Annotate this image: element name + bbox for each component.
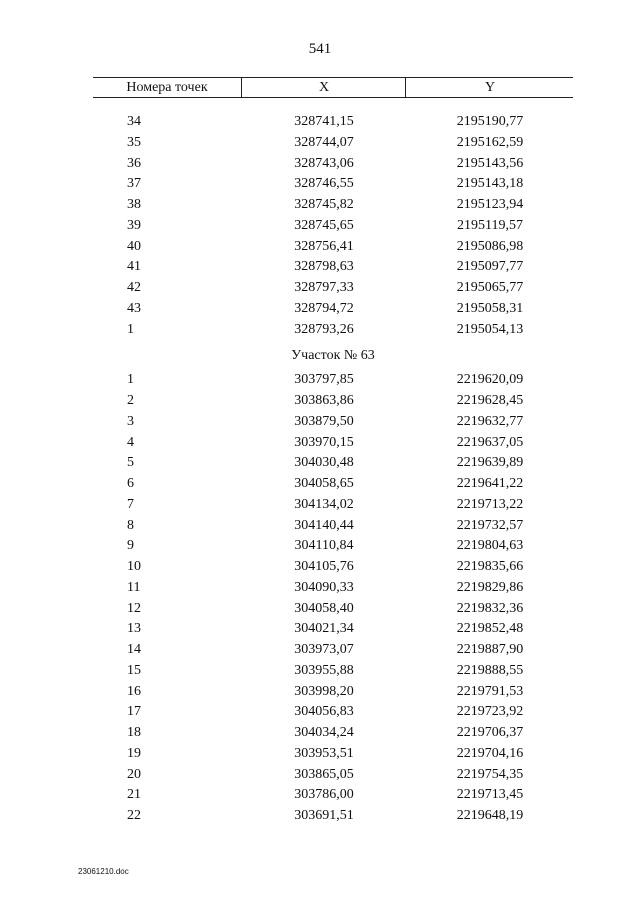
x-value: 328745,82 (294, 197, 354, 212)
x-value: 304034,24 (294, 725, 354, 740)
x-value: 303786,00 (294, 787, 354, 803)
header-y: Y (405, 78, 574, 97)
x-value: 328798,63 (294, 259, 354, 275)
table-row (93, 433, 573, 454)
table-row (93, 216, 573, 237)
y-value: 2219832,36 (456, 600, 524, 616)
y-value: 2219804,63 (456, 538, 524, 554)
y-value: 2195143,56 (456, 155, 524, 171)
x-value: 303863,86 (294, 393, 354, 408)
table-row (93, 661, 573, 682)
y-value: 2219713,45 (456, 787, 524, 803)
point-number: 17 (127, 704, 141, 720)
table-row (93, 112, 573, 133)
y-value: 2219791,53 (456, 683, 524, 699)
table-row (93, 744, 573, 765)
x-value: 328743,06 (294, 155, 354, 171)
point-number: 12 (127, 600, 141, 616)
y-value: 2219641,22 (456, 476, 524, 491)
point-number: 6 (127, 476, 134, 491)
point-number: 34 (127, 114, 141, 129)
point-number: 19 (127, 745, 141, 761)
y-value: 2195058,31 (456, 300, 524, 316)
table-row (93, 320, 573, 341)
point-number: 13 (127, 621, 141, 637)
point-number: 1 (127, 321, 134, 337)
point-number: 7 (127, 496, 134, 512)
y-value: 2219713,22 (456, 496, 524, 512)
table-row (93, 412, 573, 433)
x-value: 304021,34 (294, 621, 354, 637)
table-row (93, 453, 573, 474)
point-number: 11 (127, 579, 141, 595)
table-row (93, 495, 573, 516)
table-row (93, 578, 573, 599)
table-row (93, 785, 573, 806)
table-row (93, 619, 573, 640)
x-value: 304030,48 (294, 455, 354, 471)
x-value: 303998,20 (294, 683, 354, 699)
table-row (93, 278, 573, 299)
y-value: 2219628,45 (456, 393, 524, 408)
point-number: 41 (127, 259, 141, 275)
y-value: 2195054,13 (456, 321, 524, 337)
point-number: 10 (127, 559, 141, 574)
point-number: 8 (127, 517, 134, 533)
table-header (93, 77, 573, 98)
y-value: 2219754,35 (456, 766, 524, 782)
y-value: 2219637,05 (456, 434, 524, 450)
y-value: 2219723,92 (456, 704, 524, 720)
table-row (93, 702, 573, 723)
x-value: 328794,72 (294, 300, 354, 316)
point-number: 38 (127, 197, 141, 212)
y-value: 2195065,77 (456, 280, 524, 295)
x-value: 304140,44 (294, 517, 354, 533)
x-value: 303973,07 (294, 642, 354, 657)
table-row (93, 806, 573, 827)
y-value: 2219835,66 (456, 559, 524, 574)
point-number: 21 (127, 787, 141, 803)
x-value: 328793,26 (294, 321, 354, 337)
table-row (93, 299, 573, 320)
x-value: 328756,41 (294, 238, 354, 254)
point-number: 5 (127, 455, 134, 471)
page-number: 541 (308, 41, 332, 57)
x-value: 304056,83 (294, 704, 354, 720)
y-value: 2219829,86 (456, 579, 524, 595)
point-number: 16 (127, 683, 141, 699)
x-value: 303970,15 (294, 434, 354, 450)
y-value: 2195086,98 (456, 238, 524, 254)
x-value: 328797,33 (294, 280, 354, 295)
table-row (93, 370, 573, 391)
y-value: 2195162,59 (456, 134, 524, 150)
x-value: 304090,33 (294, 579, 354, 595)
table-row (93, 474, 573, 495)
y-value: 2219632,77 (456, 413, 524, 429)
point-number: 15 (127, 662, 141, 678)
y-value: 2195190,77 (456, 114, 524, 129)
point-number: 40 (127, 238, 141, 254)
table-row (93, 765, 573, 786)
x-value: 304058,40 (294, 600, 354, 616)
y-value: 2195123,94 (456, 197, 524, 212)
table-row (93, 682, 573, 703)
y-value: 2219620,09 (456, 372, 524, 388)
point-number: 4 (127, 434, 134, 450)
point-number: 43 (127, 300, 141, 316)
table-row (93, 174, 573, 195)
table-row (93, 391, 573, 412)
y-value: 2195097,77 (456, 259, 524, 275)
y-value: 2219704,16 (456, 745, 524, 761)
x-value: 328741,15 (294, 114, 354, 129)
y-value: 2219888,55 (456, 662, 524, 678)
y-value: 2219887,90 (456, 642, 524, 657)
x-value: 328745,65 (294, 217, 354, 233)
header-x: X (241, 78, 406, 97)
point-number: 42 (127, 280, 141, 295)
document-code: 23061210.doc (78, 867, 129, 876)
table-row (93, 133, 573, 154)
x-value: 303953,51 (294, 745, 354, 761)
point-number: 36 (127, 155, 141, 171)
y-value: 2195143,18 (456, 176, 524, 192)
table-row (93, 154, 573, 175)
x-value: 303691,51 (294, 808, 354, 823)
x-value: 304105,76 (294, 559, 354, 574)
table-row (93, 195, 573, 216)
point-number: 2 (127, 393, 134, 408)
table-row (93, 723, 573, 744)
point-number: 18 (127, 725, 141, 740)
table-row (93, 257, 573, 278)
table-row (93, 640, 573, 661)
point-number: 20 (127, 766, 141, 782)
table-row (93, 536, 573, 557)
x-value: 303797,85 (294, 372, 354, 388)
y-value: 2219639,89 (456, 455, 524, 471)
y-value: 2219706,37 (456, 725, 524, 740)
point-number: 1 (127, 372, 134, 388)
x-value: 304058,65 (294, 476, 354, 491)
point-number: 35 (127, 134, 141, 150)
x-value: 303879,50 (294, 413, 354, 429)
y-value: 2219852,48 (456, 621, 524, 637)
x-value: 328744,07 (294, 134, 354, 150)
point-number: 22 (127, 808, 141, 823)
point-number: 3 (127, 413, 134, 429)
y-value: 2195119,57 (457, 217, 523, 233)
x-value: 303955,88 (294, 662, 354, 678)
x-value: 304134,02 (294, 496, 354, 512)
point-number: 14 (127, 642, 141, 657)
table-row (93, 516, 573, 537)
x-value: 328746,55 (294, 176, 354, 192)
section-title: Участок № 63 (291, 348, 375, 364)
point-number: 9 (127, 538, 134, 554)
table-row (93, 599, 573, 620)
y-value: 2219732,57 (456, 517, 524, 533)
table-row (93, 557, 573, 578)
point-number: 37 (127, 176, 141, 192)
y-value: 2219648,19 (456, 808, 524, 823)
section-row (93, 340, 573, 370)
point-number: 39 (127, 217, 141, 233)
x-value: 303865,05 (294, 766, 354, 782)
coordinates-table (93, 112, 573, 827)
x-value: 304110,84 (294, 538, 354, 554)
table-row (93, 237, 573, 258)
header-points: Номера точек (126, 80, 208, 95)
